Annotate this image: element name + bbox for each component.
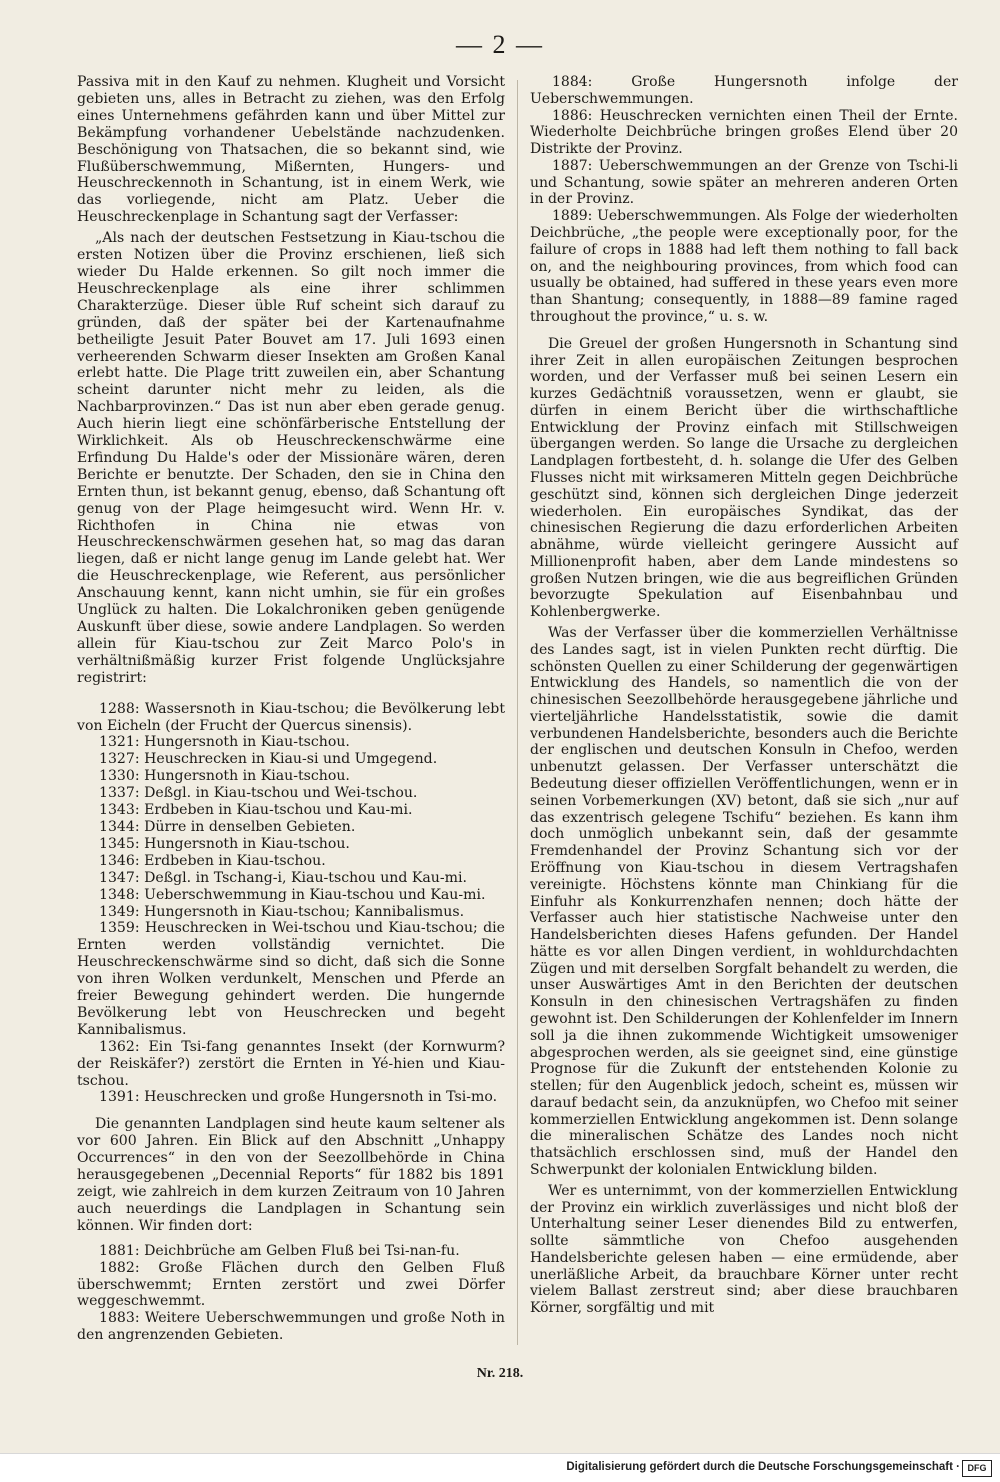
paragraph: Die Greuel der großen Hungersnoth in Schantung sind ihrer Zeit in allen europäischen Zeitungen besprochen worden, und der Verfasser muß bei seinen Lesern ein kurzes Gedächtniß voraussetzen, wenn er glaubt, sie dürfen in einem Bericht über die wirthschaftliche Entwicklung der Provinz einfach mit Stillschweigen übergangen werden. So lange die Ursache zu dergleichen Landplagen fortbesteht, d. h. solange die Ufer des Gelben Flusses nicht mit wirksameren Mitteln gegen Deichbrüche geschützt sind, können sich dergleichen Dinge jederzeit wiederholen. Ein europäisches Syndikat, das der chinesischen Regierung die dazu erforderlichen Arbeiten abnähme, würde vielleicht geringere Aussicht auf Millionenprofit haben, aber dem Lande mindestens so großen Nutzen bringen, wie die aus begreiflichen Gründen bevorzugte Spekulation auf Eisenbahnbau und Kohlenbergwerke.	[530, 335, 958, 621]
chronicle-entry: 1337: Deßgl. in Kiau-tschou und Wei-tschou.	[99, 785, 418, 802]
report-entry: 1889: Ueberschwemmungen. Als Folge der wiederholten Deichbrüche, „the people were exceptionally poor, for the failure of crops in 1888 had left them nothing to fall back on, and the neighbouring provinces, from which food can usually be obtained, had suffered in these years even more than Shantung; consequently, in 1888—89 famine raged throughout the province,“ u. s. w.	[530, 208, 958, 325]
paragraph: Was der Verfasser über die kommerziellen Verhältnisse des Landes sagt, ist in vielen Punkten recht dürftig. Die schönsten Quellen zu einer Schilderung der gegenwärtigen Entwicklung des Handels, so namentlich die von der chinesischen Seezollbehörde herausgegebene jährliche und vierteljährliche Handelsstatistik, sowie die damit verbundenen Handelsberichte, besonders auch die Berichte der englischen und deutschen Konsuln in Chefoo, werden unbenutzt gelassen. Der Verfasser unterschätzt die Bedeutung dieser offiziellen Veröffentlichungen, wenn er in seinen Vorbemerkungen (XV) betont, daß sie sich „nur auf das exzentrisch gelegene Tschifu“ beziehen. Es kann ihm doch unmöglich unbekannt sein, daß der gesammte Fremdenhandel der Provinz Schantung sich vor der Eröffnung von Kiau-tschou in diesem Vertragshafen vereinigte. Höchstens könnte man Chinkiang für die Einfuhr als Konkurrenzhafen nennen; doch hätte der Verfasser auch hier statistische Nachweise unter den Handelsberichten dieses Hafens gefunden. Der Handel hätte es vor allen Dingen verdient, in wohldurchdachten Zügen und mit derselben Sorgfalt behandelt zu werden, die unser Auswärtiges Amt in den Berichten der deutschen Konsuln in den chinesischen Vertragshäfen zu finden gewohnt ist. Den Schilderungen der Kohlenfelder im Innern soll ja die ihnen zukommende Wichtigkeit umsoweniger abgesprochen werden, als sie geeignet sind, eine günstige Prognose für die Zukunft der entstehenden Kolonie zu stellen; für den Augenblick jedoch, scheint es, müssen wir darauf bedacht sein, da anzuknüpfen, wo Chefoo mit seiner kommerziellen Entwicklung angekommen ist. Denn solange die mineralischen Schätze des Landes noch nicht thatsächlich erschlossen sind, muß der Handel den Schwerpunkt der kolonialen Entwicklung bilden.	[530, 625, 958, 1178]
page-number-header: — 2 —	[456, 30, 544, 59]
chronicle-entry: 1346: Erdbeben in Kiau-tschou.	[99, 852, 326, 869]
chronicle-entry: 1345: Hungersnoth in Kiau-tschou.	[99, 835, 350, 852]
credit-text: Digitalisierung gefördert durch die Deutsche Forschungsgemeinschaft ·	[566, 1461, 960, 1473]
right-column	[530, 74, 958, 1321]
chronicle-entry: 1343: Erdbeben in Kiau-tschou und Kau-mi.	[99, 802, 413, 819]
chronicle-entry: 1327: Heuschrecken in Kiau-si und Umgegend.	[99, 751, 438, 768]
report-entry: 1887: Ueberschwemmungen an der Grenze von Tschi-li und Schantung, sowie später an mehreren anderen Orten in der Provinz.	[530, 157, 958, 208]
report-entry: 1883: Weitere Ueberschwemmungen und große Noth in den angrenzenden Gebieten.	[77, 1310, 505, 1344]
chronicle-entry: 1344: Dürre in denselben Gebieten.	[99, 818, 356, 835]
paragraph: Wer es unternimmt, von der kommerziellen Entwicklung der Provinz ein wirklich zuverlässiges und nicht bloß der Unterhaltung seiner Leser dienendes Bild zu entwerfen, sollte sämmtliche von Chefoo ausgehenden Handelsberichte gelesen haben — eine ermüdende, aber unerläßliche Arbeit, da brauchbare Körner unter recht vielem Ballast zerstreut sind; aber diese brauchbaren Körner, sorgfältig und mit	[530, 1182, 958, 1317]
chronicle-entry: 1362: Ein Tsi-fang genanntes Insekt (der Kornwurm? der Reiskäfer?) zerstört die Ernten in Yé-hien und Kiau-tschou.	[77, 1038, 505, 1089]
paragraph: Passiva mit in den Kauf zu nehmen. Klugheit und Vorsicht gebieten uns, alles in Betracht zu ziehen, was den Erfolg eines Unternehmens gefährden kann und über Mittel zur Bekämpfung vorhandener Uebelstände nachzudenken. Beschönigung von Thatsachen, die so bekannt sind, wie Flußüberschwemmung, Mißernten, Hungers- und Heuschreckennoth in Schantung, ist in einem Werk, wie das vorliegende, nicht am Platz. Ueber die Heuschreckenplage in Schantung sagt der Verfasser:	[77, 74, 505, 226]
report-entry: 1886: Heuschrecken vernichten einen Theil der Ernte. Wiederholte Deichbrüche bringen großes Elend über 20 Distrikte der Provinz.	[530, 107, 958, 158]
issue-number-footer: Nr. 218.	[476, 1366, 524, 1381]
dfg-logo: DFG	[962, 1460, 992, 1477]
left-column	[77, 74, 505, 1344]
chronicle-entry: 1349: Hungersnoth in Kiau-tschou; Kannibalismus.	[99, 903, 465, 920]
chronicle-entry: 1321: Hungersnoth in Kiau-tschou.	[99, 734, 350, 751]
paragraph: Die genannten Landplagen sind heute kaum seltener als vor 600 Jahren. Ein Blick auf den Abschnitt „Unhappy Occurrences“ in den von der Seezollbehörde in China herausgegebenen „Decennial Reports“ für 1882 bis 1891 zeigt, wie zahlreich in dem kurzen Zeitraum von 10 Jahren auch neuerdings die Landplagen in Schantung sein können. Wir finden dort:	[77, 1116, 505, 1234]
chronicle-entry: 1391: Heuschrecken und große Hungersnoth in Tsi-mo.	[99, 1089, 498, 1106]
report-entry: 1882: Große Flächen durch den Gelben Fluß überschwemmt; Ernten zerstört und zwei Dörfer weggeschwemmt.	[77, 1259, 505, 1310]
chronicle-entry: 1348: Ueberschwemmung in Kiau-tschou und Kau-mi.	[99, 886, 486, 903]
chronicle-entry: 1288: Wassersnoth in Kiau-tschou; die Bevölkerung lebt von Eicheln (der Frucht der Quercus sinensis).	[77, 700, 505, 734]
chronicle-entry: 1347: Deßgl. in Tschang-i, Kiau-tschou und Kau-mi.	[99, 869, 467, 886]
column-divider	[517, 80, 518, 1345]
paragraph: „Als nach der deutschen Festsetzung in Kiau-tschou die ersten Notizen über die Provinz erschienen, ließ sich wieder Du Halde erkennen. So gilt noch immer die Heuschreckenplage als eine ihrer schlimmen Charakterzüge. Dieser üble Ruf scheint sich darauf zu gründen, daß der später bei der Kartenaufnahme betheiligte Jesuit Pater Bouvet am 17. Juli 1693 einen verheerenden Schwarm dieser Insekten am Großen Kanal erlebt hatte. Die Plage tritt zuweilen ein, aber Schantung scheint darunter nicht mehr zu leiden, als die Nachbarprovinzen.“ Das ist nun aber eben gerade genug. Auch hierin liegt eine schönfärberische Entstellung der Wirklichkeit. Als ob Heuschreckenschwärme eine Erfindung Du Halde's oder der Missionäre wären, deren Berichte er benutzte. Der Schaden, den sie in China den Ernten thun, ist bekannt genug, ebenso, daß Schantung oft genug von der Plage heimgesucht wird. Wenn Hr. v. Richthofen in China nie etwas von Heuschreckenschwärmen gesehen hat, so mag das daran liegen, daß er nicht lange genug im Lande gelebt hat. Wer die Heuschreckenplage, wie Referent, aus persönlicher Anschauung kennt, kann nicht umhin, sie für ein großes Unglück zu halten. Die Lokalchroniken geben genügende Auskunft über diese, sowie andere Landplagen. So werden allein für Kiau-tschou zur Zeit Marco Polo's in verhältnißmäßig kurzer Frist folgende Unglücksjahre registrirt:	[77, 230, 505, 686]
digitization-credit-bar	[0, 1453, 1000, 1482]
report-entry: 1881: Deichbrüche am Gelben Fluß bei Tsi-nan-fu.	[99, 1242, 460, 1259]
chronicle-entry: 1359: Heuschrecken in Wei-tschou und Kiau-tschou; die Ernten werden vollständig vernichtet. Die Heuschreckenschwärme sind so dicht, daß sich die Sonne von ihren Wolken verdunkelt, Menschen und Pferde an freier Bewegung gehindert werden. Die hungernde Bevölkerung lebt von Heuschrecken und begeht Kannibalismus.	[77, 920, 505, 1038]
report-entry: 1884: Große Hungersnoth infolge der Ueberschwemmungen.	[530, 74, 958, 107]
chronicle-entry: 1330: Hungersnoth in Kiau-tschou.	[99, 768, 350, 785]
